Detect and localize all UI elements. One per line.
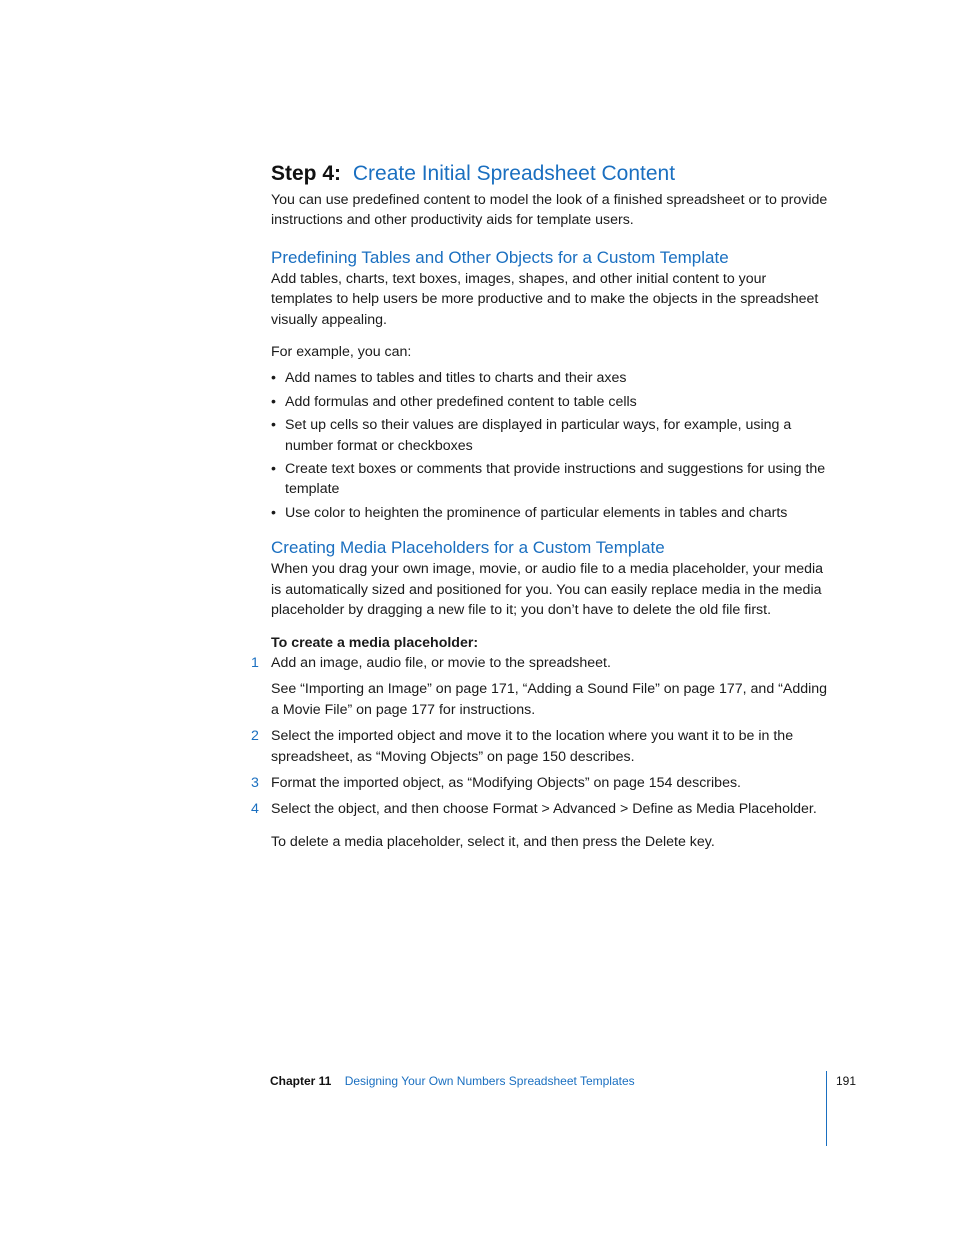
list-item	[271, 503, 831, 523]
list-item	[271, 415, 831, 456]
footer-divider	[826, 1071, 827, 1146]
list-item-text: Set up cells so their values are displayed in particular ways, for example, using a number format or checkboxes	[285, 417, 792, 454]
step-note: See “Importing an Image” on page 171, “Adding a Sound File” on page 177, and “Adding a Movie File” on page 177 for instructions.	[271, 681, 828, 718]
task-title: To create a media placeholder:	[271, 634, 479, 651]
list-item	[271, 392, 831, 412]
task-step	[251, 726, 831, 767]
closing-paragraph: To delete a media placeholder, select it, and then press the Delete key.	[271, 833, 715, 850]
task-step	[251, 773, 831, 793]
page-number: 191	[836, 1074, 857, 1088]
bullet-icon: •	[271, 504, 276, 521]
task-steps	[251, 653, 831, 820]
step-text: Select the imported object and move it to the location where you want it to be in the spreadsheet, as “Moving Objects” on page 150 describes.	[271, 728, 794, 765]
list-item	[271, 368, 831, 388]
list-item-text: Add names to tables and titles to charts and their axes	[285, 370, 627, 387]
list-item-text: Add formulas and other predefined content to table cells	[285, 393, 637, 410]
media-paragraph: When you drag your own image, movie, or audio file to a media placeholder, your media is automatically sized and positioned for you. You can easily replace media in the media placeholder by dragging a new file to it; you don’t have to delete the old file first.	[271, 561, 824, 619]
task-step	[251, 653, 831, 720]
bullet-icon: •	[271, 417, 276, 434]
intro-paragraph: You can use predefined content to model the look of a finished spreadsheet or to provide instructions and other productivity aids for template users.	[271, 192, 828, 229]
step-text: Add an image, audio file, or movie to the spreadsheet.	[271, 654, 611, 671]
task-step	[251, 799, 831, 819]
predefining-heading: Predefining Tables and Other Objects for a Custom Template	[271, 247, 729, 267]
footer-chapter: Chapter 11	[270, 1074, 332, 1088]
page-content	[251, 160, 831, 852]
bullet-icon: •	[271, 393, 276, 410]
step-title: Create Initial Spreadsheet Content	[352, 162, 676, 185]
example-bullet-list	[271, 368, 831, 523]
example-lead-paragraph: For example, you can:	[271, 344, 412, 361]
step-number: 3	[251, 774, 259, 791]
media-heading: Creating Media Placeholders for a Custom Template	[271, 538, 665, 558]
step-text: Select the object, and then choose Format > Advanced > Define as Media Placeholder.	[271, 801, 817, 818]
step-number: 4	[251, 801, 259, 818]
page-footer	[270, 1073, 635, 1089]
step-number: 2	[251, 728, 259, 745]
bullet-icon: •	[271, 461, 276, 478]
step-heading	[271, 160, 831, 188]
step-number: 1	[251, 654, 259, 671]
list-item-text: Create text boxes or comments that provide instructions and suggestions for using the template	[285, 461, 826, 498]
list-item-text: Use color to heighten the prominence of particular elements in tables and charts	[285, 504, 788, 521]
list-item	[271, 459, 831, 500]
bullet-icon: •	[271, 370, 276, 387]
predefining-paragraph: Add tables, charts, text boxes, images, shapes, and other initial content to your templates to help users be more productive and to make the objects in the spreadsheet visually appealing.	[271, 270, 819, 328]
footer-chapter-title: Designing Your Own Numbers Spreadsheet Templates	[344, 1074, 635, 1088]
step-label: Step 4:	[271, 162, 342, 185]
step-text: Format the imported object, as “Modifying Objects” on page 154 describes.	[271, 774, 741, 791]
